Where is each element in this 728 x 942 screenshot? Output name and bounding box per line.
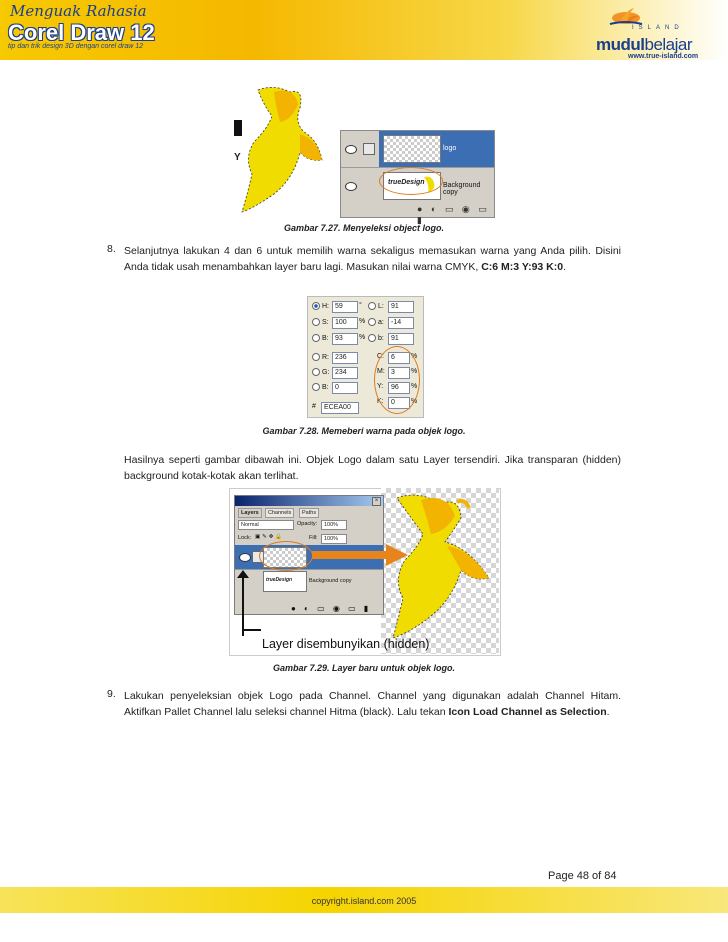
- unit-s: %: [359, 318, 366, 325]
- svg-text:Y: Y: [234, 152, 241, 163]
- layer-thumbnail: [383, 135, 441, 163]
- input-y[interactable]: 96: [388, 382, 410, 394]
- brand-name: [596, 35, 692, 55]
- step-8-number: 8.: [107, 243, 116, 255]
- radio-l[interactable]: L:: [368, 302, 384, 310]
- input-h[interactable]: 59: [332, 301, 358, 313]
- tab-layers[interactable]: Layers: [238, 508, 262, 518]
- step-9-number: 9.: [107, 688, 116, 700]
- hash-label: #: [312, 403, 316, 410]
- step-8-end: .: [563, 261, 567, 273]
- radio-s[interactable]: S:: [312, 318, 329, 326]
- label-k: K:: [377, 398, 384, 405]
- palette-titlebar: [235, 496, 383, 506]
- label-c: C:: [377, 353, 384, 360]
- eye-icon[interactable]: [345, 145, 357, 154]
- step-8-body: Selanjutnya lakukan 4 dan 6 untuk memilih warna sekaligus memasukan warna yang Anda pilih. Disini Anda tidak usah menambahkan layer baru lagi. Masukan nilai warna CMYK,: [124, 245, 621, 273]
- result-paragraph: Hasilnya seperti gambar dibawah ini. Objek Logo dalam satu Layer tersendiri. Jika transparan (hidden) background kotak-kotak akan terlihat.: [124, 454, 621, 482]
- step-9-body: Lakukan penyeleksian objek Logo pada Channel. Channel yang digunakan adalah Channel Hitam. Aktifkan Pallet Channel lalu seleksi channel Hitma (black). Lalu tekan: [124, 690, 621, 718]
- unit-h: °: [359, 302, 362, 309]
- arrow-right-icon: [312, 544, 408, 566]
- radio-b[interactable]: B:: [312, 334, 329, 342]
- radio-rgb-b[interactable]: B:: [312, 383, 329, 391]
- logo-selection-image: [234, 82, 330, 214]
- hidden-layer-label: Layer disembunyikan (hidden): [262, 637, 430, 651]
- figure-727-caption: Gambar 7.27. Menyeleksi object logo.: [283, 223, 445, 233]
- brush-icon: [363, 143, 375, 155]
- footer-copyright: copyright.island.com 2005: [311, 896, 417, 906]
- radio-lab-b[interactable]: b:: [368, 334, 384, 342]
- layer-name: Background copy: [443, 182, 481, 196]
- brand-island-text: ISLAND: [632, 25, 684, 31]
- opacity-label: Opacity:: [297, 521, 318, 527]
- input-r[interactable]: 236: [332, 352, 358, 364]
- fill-label: Fill:: [309, 535, 318, 541]
- layers-toolbar[interactable]: ● ◐ ▭ ◉ ▭ ▮: [291, 604, 372, 613]
- thumb-text: trueDesign: [388, 179, 425, 186]
- lock-label: Lock:: [238, 535, 252, 541]
- input-g[interactable]: 234: [332, 367, 358, 379]
- eye-icon[interactable]: [345, 182, 357, 191]
- arrow-up-icon: [237, 570, 249, 636]
- step-9-text: [124, 688, 621, 720]
- opacity-input[interactable]: 100%: [321, 520, 347, 530]
- lock-icons[interactable]: ▣✎✥🔒: [255, 534, 285, 540]
- brand-name-bold: mudul: [596, 35, 645, 54]
- unit-y: %: [411, 383, 418, 390]
- brand-name-light: belajar: [644, 35, 693, 54]
- step-9-end: .: [606, 706, 610, 718]
- radio-a[interactable]: a:: [368, 318, 384, 326]
- layers-panel: [340, 130, 495, 225]
- close-icon[interactable]: ×: [372, 497, 381, 506]
- eye-icon[interactable]: [239, 553, 251, 562]
- input-a[interactable]: -14: [388, 317, 414, 329]
- blend-mode-select[interactable]: Normal: [238, 520, 294, 530]
- step-9-bold: Icon Load Channel as Selection: [448, 706, 607, 718]
- cmyk-highlight-ellipse: [374, 346, 420, 414]
- header-subtitle: Menguak Rahasia: [10, 2, 147, 20]
- logo-graphic: [381, 488, 499, 654]
- selection-ellipse: [379, 167, 443, 195]
- layer-name-bottom: Background copy: [309, 578, 352, 584]
- label-m: M:: [377, 368, 385, 375]
- layer-name: logo: [443, 145, 457, 152]
- figure-728-caption: Gambar 7.28. Memeberi warna pada objek logo.: [262, 426, 466, 436]
- unit-k: %: [411, 398, 418, 405]
- radio-r[interactable]: R:: [312, 353, 329, 361]
- input-l[interactable]: 91: [388, 301, 414, 313]
- radio-h[interactable]: H:: [312, 302, 329, 310]
- label-y: Y:: [377, 383, 384, 390]
- radio-g[interactable]: G:: [312, 368, 329, 376]
- layers-toolbar[interactable]: ● ◐ ▭ ◉ ▭ ▮: [417, 204, 490, 225]
- input-k[interactable]: 0: [388, 397, 410, 409]
- header-title: Corel Draw 12: [8, 20, 155, 45]
- tab-channels[interactable]: Channels: [265, 508, 294, 518]
- layer-thumbnail: [263, 571, 307, 592]
- page-number: Page 48 of 84: [548, 870, 617, 882]
- step-8-bold: C:6 M:3 Y:93 K:0: [481, 261, 564, 273]
- figure-729-caption: Gambar 7.29. Layer baru untuk objek logo.: [272, 663, 456, 673]
- tab-paths[interactable]: Paths: [299, 508, 319, 518]
- unit-c: %: [411, 353, 418, 360]
- step-8-text: [124, 243, 621, 275]
- input-c[interactable]: 6: [388, 352, 410, 364]
- header-tagline: tip dan trik design 3D dengan corel draw 12: [8, 43, 144, 50]
- input-lab-b[interactable]: 91: [388, 333, 414, 345]
- brand-url: www.true-island.com: [628, 53, 699, 60]
- layer-row-logo[interactable]: [341, 131, 494, 167]
- fill-input[interactable]: 100%: [321, 534, 347, 544]
- input-m[interactable]: 3: [388, 367, 410, 379]
- unit-b: %: [359, 334, 366, 341]
- input-s[interactable]: 100: [332, 317, 358, 329]
- thumb-text: trueDesign: [266, 577, 293, 583]
- selection-ellipse: [259, 541, 313, 571]
- hex-input[interactable]: ECEA00: [321, 402, 359, 414]
- unit-m: %: [411, 368, 418, 375]
- input-rgb-b[interactable]: 0: [332, 382, 358, 394]
- input-b[interactable]: 93: [332, 333, 358, 345]
- pointer-line: [243, 629, 261, 631]
